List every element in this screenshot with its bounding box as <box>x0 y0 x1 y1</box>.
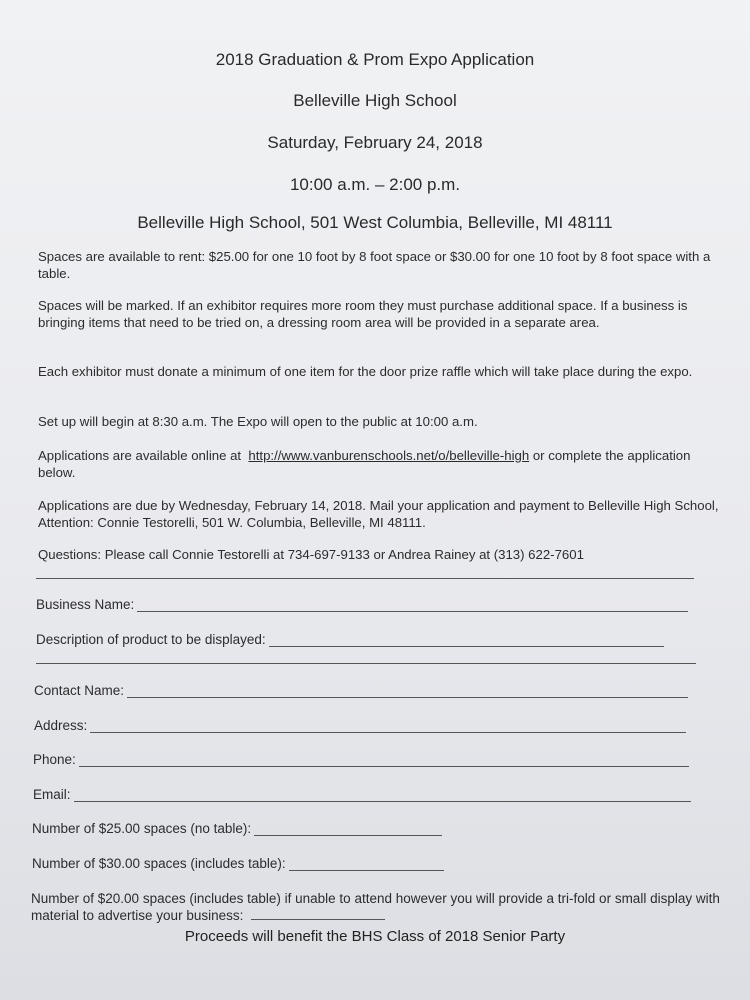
event-date: Saturday, February 24, 2018 <box>267 133 483 152</box>
address-label: Address: <box>34 718 88 733</box>
address-field[interactable] <box>34 718 686 733</box>
event-time: 10:00 a.m. – 2:00 p.m. <box>289 175 461 194</box>
spaces-25-line[interactable] <box>254 823 442 836</box>
spaces-20-line[interactable] <box>251 909 385 920</box>
phone-label: Phone: <box>33 752 76 767</box>
due-paragraph: Applications are due by Wednesday, February 14, 2018. Mail your application and payment to Belleville High School, Attention: Connie Testorelli, 501 W. Columbia, Belleville, MI 48111. <box>38 498 719 530</box>
spaces-20-field <box>31 890 721 924</box>
business-name-label: Business Name: <box>36 597 135 612</box>
applications-paragraph <box>38 448 728 481</box>
divider-line <box>36 578 694 579</box>
questions-paragraph: Questions: Please call Connie Testorelli at 734-697-9133 or Andrea Rainey at (313) 622-7601 <box>38 547 584 562</box>
contact-name-field[interactable] <box>34 683 688 698</box>
email-field[interactable] <box>33 787 691 802</box>
email-label: Email: <box>33 787 71 802</box>
applications-prefix: Applications are available online at <box>38 448 242 463</box>
description-label: Description of product to be displayed: <box>36 632 266 647</box>
applications-suffix: or complete the application below. <box>38 448 691 480</box>
donate-paragraph: Each exhibitor must donate a minimum of one item for the door prize raffle which will take place during the expo. <box>38 364 693 379</box>
school-name: Belleville High School <box>293 91 457 110</box>
spaces-30-field[interactable] <box>32 856 444 871</box>
business-name-line[interactable] <box>137 599 688 612</box>
contact-name-line[interactable] <box>127 685 688 698</box>
email-line[interactable] <box>74 789 691 802</box>
proceeds-note: Proceeds will benefit the BHS Class of 2018 Senior Party <box>184 928 566 945</box>
setup-paragraph: Set up will begin at 8:30 a.m. The Expo will open to the public at 10:00 a.m. <box>38 414 478 429</box>
description-line[interactable] <box>269 634 664 647</box>
event-location: Belleville High School, 501 West Columbia, Belleville, MI 48111 <box>137 213 613 232</box>
spaces-25-field[interactable] <box>32 821 442 836</box>
description-field[interactable] <box>36 632 664 647</box>
spaces-paragraph: Spaces are available to rent: $25.00 for one 10 foot by 8 foot space or $30.00 for one 10 foot by 8 foot space with a table. <box>38 249 711 281</box>
marked-paragraph: Spaces will be marked. If an exhibitor requires more room they must purchase additional space. If a business is bringing items that need to be tried on, a dressing room area will be provided in a separate area. <box>38 298 688 330</box>
address-line[interactable] <box>90 720 686 733</box>
spaces-20-label: Number of $20.00 spaces (includes table) if unable to attend however you will provide a tri-fold or small display with material to advertise your business: <box>31 891 720 923</box>
phone-field[interactable] <box>33 752 689 767</box>
phone-line[interactable] <box>79 754 689 767</box>
spaces-30-line[interactable] <box>289 858 444 871</box>
school-website-link[interactable]: http://www.vanburenschools.net/o/belleville-high <box>248 448 530 463</box>
contact-name-label: Contact Name: <box>34 683 125 698</box>
spaces-25-label: Number of $25.00 spaces (no table): <box>32 821 252 836</box>
description-line-2[interactable] <box>36 663 696 664</box>
form-title: 2018 Graduation & Prom Expo Application <box>215 50 535 69</box>
spaces-30-label: Number of $30.00 spaces (includes table): <box>32 856 286 871</box>
business-name-field[interactable] <box>36 597 688 612</box>
